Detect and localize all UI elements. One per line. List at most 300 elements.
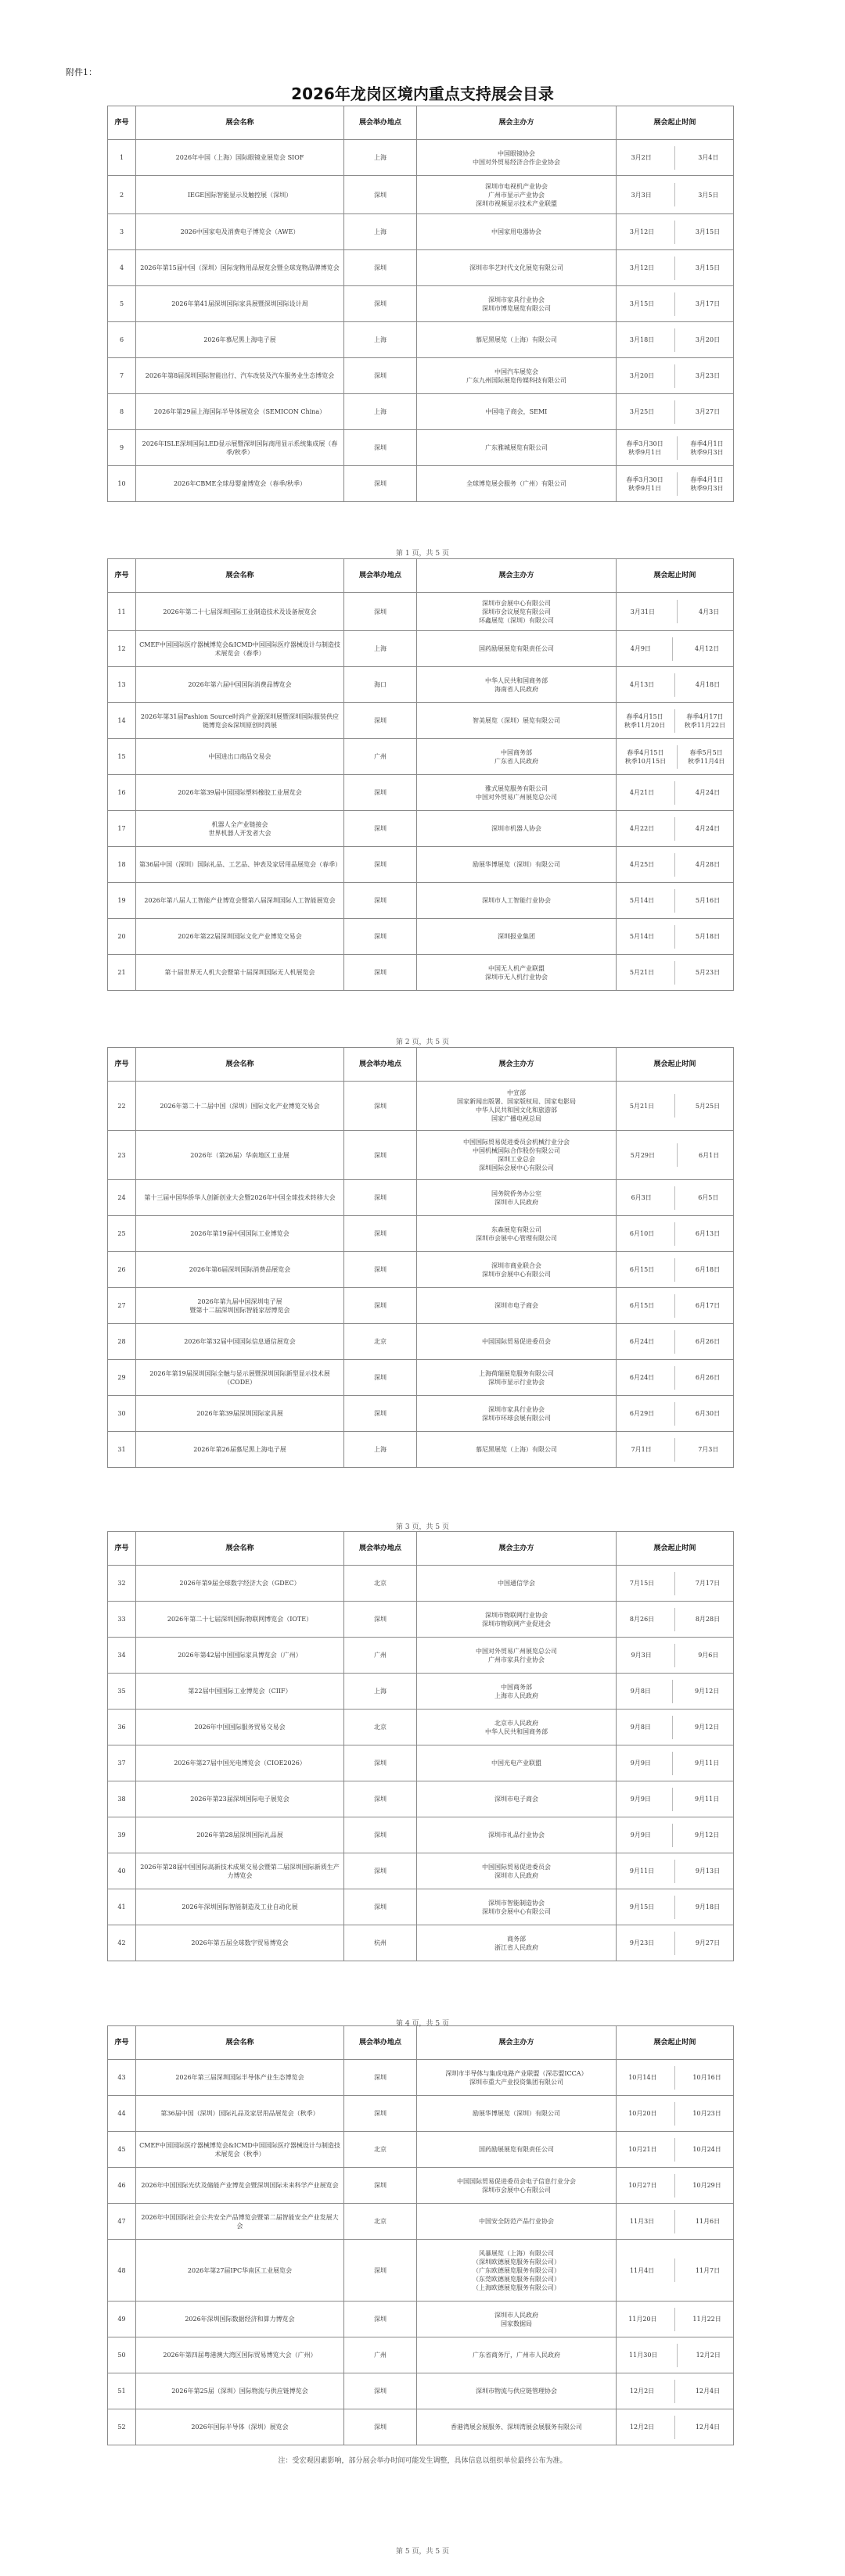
table-row (108, 775, 734, 811)
cell-organizer: 商务部 浙江省人民政府 (417, 1925, 617, 1961)
cell-dates (617, 2240, 734, 2302)
cell-location: 上海 (344, 1432, 417, 1468)
cell-name: 2026年第26届慕尼黑上海电子展 (136, 1432, 344, 1468)
table-header-row (108, 1048, 734, 1082)
date-divider (674, 1572, 675, 1595)
start-date: 10月14日 (628, 2074, 657, 2081)
table-row (108, 2096, 734, 2132)
table-row (108, 593, 734, 631)
table-row (108, 322, 734, 358)
cell-location: 深圳 (344, 2302, 417, 2337)
start-date: 3月12日 (629, 228, 655, 235)
end-date: 9月11日 (694, 1760, 720, 1767)
cell-no: 17 (108, 811, 136, 847)
date-divider (674, 961, 675, 985)
date-divider (674, 709, 675, 733)
cell-organizer: 中国光电产业联盟 (417, 1745, 617, 1781)
cell-dates (617, 176, 734, 214)
cell-name: 2026年中国国际服务贸易交易会 (136, 1710, 344, 1745)
cell-dates (617, 1432, 734, 1468)
cell-location: 深圳 (344, 286, 417, 322)
cell-organizer: 中国家用电器协会 (417, 214, 617, 250)
end-date: 3月20日 (695, 336, 721, 343)
cell-location: 北京 (344, 1566, 417, 1602)
table-row (108, 1288, 734, 1324)
cell-no: 19 (108, 883, 136, 919)
cell-no: 14 (108, 703, 136, 739)
cell-name: 第36届中国（深圳）国际礼品及家居用品展览会（秋季） (136, 2096, 344, 2132)
cell-dates (617, 811, 734, 847)
cell-no: 9 (108, 430, 136, 466)
cell-dates (617, 703, 734, 739)
date-divider (672, 1716, 673, 1739)
page-footer: 第 1 页，共 5 页 (396, 550, 449, 558)
cell-name: 2026年国际半导体（深圳）展览会 (136, 2409, 344, 2445)
start-date: 4月21日 (629, 789, 655, 796)
cell-no: 10 (108, 466, 136, 502)
cell-no: 16 (108, 775, 136, 811)
start-date: 5月14日 (629, 897, 655, 904)
start-date: 6月29日 (629, 1410, 655, 1417)
cell-location: 上海 (344, 631, 417, 667)
cell-dates (617, 430, 734, 466)
cell-no: 36 (108, 1710, 136, 1745)
end-date: 春季4月1日 秋季9月3日 (690, 439, 724, 456)
end-date: 11月7日 (695, 2266, 721, 2274)
cell-no: 34 (108, 1638, 136, 1674)
cell-dates (617, 1288, 734, 1324)
cell-dates (617, 1396, 734, 1432)
cell-no: 15 (108, 739, 136, 775)
end-date: 7月17日 (695, 1580, 721, 1587)
start-date: 5月14日 (629, 933, 655, 940)
cell-organizer: 深圳市物流与供应链管理协会 (417, 2373, 617, 2409)
start-date: 6月3日 (631, 1194, 652, 1201)
date-divider (674, 1094, 675, 1118)
cell-name: 2026年第六届中国国际消费品博览会 (136, 667, 344, 703)
table-row (108, 2204, 734, 2240)
header-name: 展会名称 (136, 2026, 344, 2060)
table-header-row (108, 1532, 734, 1566)
start-date: 10月20日 (628, 2110, 657, 2117)
end-date: 6月26日 (695, 1374, 721, 1381)
cell-location: 上海 (344, 140, 417, 176)
cell-location: 海口 (344, 667, 417, 703)
cell-name: 2026年深圳国际数据经济和算力博览会 (136, 2302, 344, 2337)
cell-name: 2026年第27届中国光电博览会（CIOE2026） (136, 1745, 344, 1781)
cell-dates (617, 593, 734, 631)
cell-dates (617, 1853, 734, 1889)
start-date: 5月21日 (629, 1102, 655, 1110)
table-header-row (108, 559, 734, 593)
end-date: 3月4日 (698, 154, 719, 161)
date-divider (677, 1143, 678, 1167)
end-date: 3月23日 (695, 372, 721, 379)
cell-dates (617, 394, 734, 430)
date-divider (672, 1680, 673, 1703)
cell-dates (617, 250, 734, 286)
cell-location: 深圳 (344, 593, 417, 631)
table-row (108, 1638, 734, 1674)
end-date: 10月16日 (692, 2074, 721, 2081)
cell-organizer: 励展华博展览（深圳）有限公司 (417, 847, 617, 883)
start-date: 9月11日 (629, 1867, 655, 1875)
cell-name: 2026年ISLE深圳国际LED显示展暨深圳国际商用显示系统集成展（春季/秋季） (136, 430, 344, 466)
cell-name: 2026年第28届中国国际高新技术成果交易会暨第二届深圳国际新质生产力博览会 (136, 1853, 344, 1889)
table-row (108, 1745, 734, 1781)
cell-location: 深圳 (344, 811, 417, 847)
cell-location: 深圳 (344, 1360, 417, 1396)
cell-organizer: 中宣部 国家新闻出版署、国家版权局、国家电影局 中华人民共和国文化和旅游部 国家广播电视总局 (417, 1082, 617, 1131)
cell-dates (617, 847, 734, 883)
cell-no: 13 (108, 667, 136, 703)
start-date: 5月29日 (630, 1151, 656, 1159)
cell-location: 深圳 (344, 2096, 417, 2132)
cell-no: 27 (108, 1288, 136, 1324)
end-date: 9月18日 (695, 1903, 721, 1910)
cell-name: 第十三届中国华侨华人创新创业大会暨2026年中国全球技术转移大会 (136, 1180, 344, 1216)
table-row (108, 2337, 734, 2373)
exhibition-table-page-3 (107, 1047, 734, 1468)
date-divider (674, 1222, 675, 1246)
table-row (108, 358, 734, 394)
table-row (108, 1324, 734, 1360)
table-row (108, 919, 734, 955)
start-date: 11月30日 (629, 2352, 658, 2359)
table-row (108, 2302, 734, 2337)
start-date: 3月12日 (629, 264, 655, 271)
cell-name: 2026年第15届中国（深圳）国际宠物用品展览会暨全球宠物品牌博览会 (136, 250, 344, 286)
cell-no: 50 (108, 2337, 136, 2373)
cell-organizer: 国务院侨务办公室 深圳市人民政府 (417, 1180, 617, 1216)
cell-location: 深圳 (344, 1082, 417, 1131)
cell-organizer: 中国安全防范产品行业协会 (417, 2204, 617, 2240)
date-divider (674, 364, 675, 388)
table-row (108, 176, 734, 214)
date-divider (672, 637, 673, 661)
table-row (108, 1925, 734, 1961)
table-row (108, 1566, 734, 1602)
start-date: 9月9日 (630, 1760, 651, 1767)
cell-organizer: 慕尼黑展览（上海）有限公司 (417, 1432, 617, 1468)
start-date: 4月22日 (629, 825, 655, 832)
cell-organizer: 中国商务部 上海市人民政府 (417, 1674, 617, 1710)
date-divider (672, 1824, 673, 1847)
cell-name: 2026年中国国际社会公共安全产品博览会暨第二届智能安全产业发展大会 (136, 2204, 344, 2240)
start-date: 3月31日 (630, 608, 656, 615)
table-row (108, 739, 734, 775)
date-divider (674, 889, 675, 913)
header-organizer: 展会主办方 (417, 2026, 617, 2060)
cell-organizer: 深圳市华艺时代文化展览有限公司 (417, 250, 617, 286)
date-divider (677, 2344, 678, 2367)
cell-dates (617, 1180, 734, 1216)
header-dates: 展会起止时间 (617, 559, 734, 593)
table-row (108, 1252, 734, 1288)
table-row (108, 1889, 734, 1925)
start-date: 3月20日 (629, 372, 655, 379)
header-dates: 展会起止时间 (617, 1532, 734, 1566)
cell-name: 2026年第二十七届深圳国际工业制造技术及设备展览会 (136, 593, 344, 631)
cell-dates (617, 322, 734, 358)
cell-no: 22 (108, 1082, 136, 1131)
start-date: 6月10日 (629, 1230, 655, 1237)
date-divider (677, 600, 678, 623)
table-row (108, 2060, 734, 2096)
table-row (108, 1180, 734, 1216)
cell-name: 2026年中国国际光伏及储能产业博览会暨深圳国际未来科学产业展览会 (136, 2168, 344, 2204)
date-divider (674, 853, 675, 877)
cell-location: 深圳 (344, 1252, 417, 1288)
start-date: 5月21日 (629, 969, 655, 976)
cell-organizer: 深圳市半导体与集成电路产业联盟（深芯盟ICCA） 深圳市重大产业投资集团有限公司 (417, 2060, 617, 2096)
table-row (108, 1674, 734, 1710)
cell-no: 33 (108, 1602, 136, 1638)
cell-organizer: 智美展览（深圳）展览有限公司 (417, 703, 617, 739)
cell-dates (617, 739, 734, 775)
cell-no: 30 (108, 1396, 136, 1432)
cell-dates (617, 1216, 734, 1252)
date-divider (674, 2066, 675, 2090)
cell-dates (617, 1131, 734, 1180)
cell-location: 深圳 (344, 883, 417, 919)
cell-dates (617, 1781, 734, 1817)
cell-name: 2026年第42届中国国际家具博览会（广州） (136, 1638, 344, 1674)
cell-name: 2026年第31届Fashion Source时尚产业源深圳展暨深圳国际服装供应链博览会&深圳原创时尚展 (136, 703, 344, 739)
date-divider (674, 925, 675, 949)
end-date: 9月12日 (694, 1724, 720, 1731)
end-date: 10月23日 (692, 2110, 721, 2117)
exhibition-table-page-5 (107, 2025, 734, 2445)
start-date: 6月15日 (629, 1302, 655, 1309)
cell-name: 2026中国家电及消费电子博览会（AWE） (136, 214, 344, 250)
cell-dates (617, 214, 734, 250)
cell-organizer: 深圳市机器人协会 (417, 811, 617, 847)
cell-location: 北京 (344, 2132, 417, 2168)
cell-organizer: 深圳市商业联合会 深圳市会展中心有限公司 (417, 1252, 617, 1288)
header-no: 序号 (108, 1532, 136, 1566)
cell-no: 46 (108, 2168, 136, 2204)
cell-location: 深圳 (344, 1288, 417, 1324)
cell-organizer: 深圳市智能制造协会 深圳市会展中心有限公司 (417, 1889, 617, 1925)
cell-location: 深圳 (344, 430, 417, 466)
end-date: 9月13日 (695, 1867, 721, 1875)
cell-no: 40 (108, 1853, 136, 1889)
cell-no: 42 (108, 1925, 136, 1961)
cell-location: 深圳 (344, 847, 417, 883)
end-date: 9月6日 (698, 1652, 719, 1659)
cell-organizer: 东森展览有限公司 深圳市会展中心管理有限公司 (417, 1216, 617, 1252)
date-divider (674, 1860, 675, 1883)
header-organizer: 展会主办方 (417, 1532, 617, 1566)
cell-dates (617, 286, 734, 322)
start-date: 春季4月15日 秋季10月15日 (624, 748, 667, 765)
end-date: 3月15日 (695, 264, 721, 271)
start-date: 10月21日 (628, 2146, 657, 2153)
end-date: 11月6日 (695, 2218, 721, 2225)
end-date: 6月17日 (695, 1302, 721, 1309)
end-date: 春季4月17日 秋季11月22日 (684, 712, 726, 729)
table-row (108, 1710, 734, 1745)
start-date: 3月15日 (629, 300, 655, 307)
cell-name: 2026年第19届中国国际工业博览会 (136, 1216, 344, 1252)
cell-dates (617, 919, 734, 955)
header-name: 展会名称 (136, 1532, 344, 1566)
cell-organizer: 中国对外贸易广州展览总公司 广州市家具行业协会 (417, 1638, 617, 1674)
table-row (108, 667, 734, 703)
cell-organizer: 国药励展展览有限责任公司 (417, 631, 617, 667)
cell-organizer: 中国通信学会 (417, 1566, 617, 1602)
cell-no: 7 (108, 358, 136, 394)
start-date: 3月18日 (629, 336, 655, 343)
cell-no: 35 (108, 1674, 136, 1710)
end-date: 6月26日 (695, 1338, 721, 1345)
table-row (108, 140, 734, 176)
cell-dates (617, 883, 734, 919)
cell-location: 广州 (344, 1638, 417, 1674)
date-divider (674, 292, 675, 316)
start-date: 3月2日 (631, 154, 652, 161)
date-divider (674, 2258, 675, 2282)
cell-no: 24 (108, 1180, 136, 1216)
end-date: 10月29日 (692, 2182, 721, 2189)
cell-name: 2026年慕尼黑上海电子展 (136, 322, 344, 358)
table-row (108, 2373, 734, 2409)
end-date: 5月16日 (695, 897, 721, 904)
cell-location: 北京 (344, 1710, 417, 1745)
cell-organizer: 慕尼黑展览（上海）有限公司 (417, 322, 617, 358)
table-row (108, 2132, 734, 2168)
date-divider (674, 400, 675, 424)
cell-organizer: 中国汽车展览会 广东九州国际展览传媒科技有限公司 (417, 358, 617, 394)
cell-dates (617, 2132, 734, 2168)
cell-no: 32 (108, 1566, 136, 1602)
start-date: 9月23日 (629, 1939, 655, 1946)
cell-location: 深圳 (344, 703, 417, 739)
cell-name: 2026年第41届深圳国际家具展暨深圳国际设计周 (136, 286, 344, 322)
cell-organizer: 中国无人机产业联盟 深圳市无人机行业协会 (417, 955, 617, 991)
cell-organizer: 励展华博展览（深圳）有限公司 (417, 2096, 617, 2132)
cell-name: 2026年第28届深圳国际礼品展 (136, 1817, 344, 1853)
cell-organizer: 中国国际贸易促进委员会机械行业分会 中国机械国际合作股份有限公司 深圳工业总会 深圳国际会展中心有限公司 (417, 1131, 617, 1180)
end-date: 4月12日 (694, 645, 720, 652)
date-divider (674, 2210, 675, 2233)
cell-location: 深圳 (344, 919, 417, 955)
end-date: 6月13日 (695, 1230, 721, 1237)
cell-name: 2026年第九届中国深圳电子展 暨第十二届深圳国际智能家居博览会 (136, 1288, 344, 1324)
end-date: 7月3日 (698, 1446, 719, 1453)
cell-location: 上海 (344, 394, 417, 430)
cell-location: 深圳 (344, 1781, 417, 1817)
cell-name: 2026年第6届深圳国际消费品展览会 (136, 1252, 344, 1288)
cell-organizer: 中国国际贸易促进委员会电子信息行业分会 深圳市会展中心有限公司 (417, 2168, 617, 2204)
header-location: 展会举办地点 (344, 559, 417, 593)
cell-organizer: 深圳市家具行业协会 深圳市博览展览有限公司 (417, 286, 617, 322)
cell-organizer: 中国国际贸易促进委员会 深圳市人民政府 (417, 1853, 617, 1889)
cell-name: 第22届中国国际工业博览会（CIIF） (136, 1674, 344, 1710)
table-row (108, 1602, 734, 1638)
cell-organizer: 深圳市电子商会 (417, 1288, 617, 1324)
cell-location: 深圳 (344, 2409, 417, 2445)
table-row (108, 286, 734, 322)
cell-organizer: 深圳市电子商会 (417, 1781, 617, 1817)
cell-dates (617, 1360, 734, 1396)
start-date: 9月8日 (630, 1688, 651, 1695)
cell-name: 2026年第四届粤港澳大湾区国际贸易博览大会（广州） (136, 2337, 344, 2373)
end-date: 4月18日 (695, 681, 721, 688)
cell-name: 2026年深圳国际智能制造及工业自动化展 (136, 1889, 344, 1925)
cell-name: CMEF中国国际医疗器械博览会&ICMD中国国际医疗器械设计与制造技术展览会（秋季） (136, 2132, 344, 2168)
header-no: 序号 (108, 2026, 136, 2060)
start-date: 3月25日 (629, 408, 655, 415)
table-row (108, 1817, 734, 1853)
cell-organizer: 深圳市人工智能行业协会 (417, 883, 617, 919)
cell-location: 深圳 (344, 1131, 417, 1180)
cell-location: 深圳 (344, 2240, 417, 2302)
cell-location: 杭州 (344, 1925, 417, 1961)
exhibition-table-page-4 (107, 1531, 734, 1961)
cell-organizer: 深圳市礼品行业协会 (417, 1817, 617, 1853)
date-divider (674, 1932, 675, 1955)
cell-name: 2026年第9届全球数字经济大会（GDEC） (136, 1566, 344, 1602)
cell-location: 深圳 (344, 1889, 417, 1925)
cell-no: 1 (108, 140, 136, 176)
cell-name: 2026年第二十二届中国（深圳）国际文化产业博览交易会 (136, 1082, 344, 1131)
cell-name: 2026年第32届中国国际信息通信展览会 (136, 1324, 344, 1360)
header-organizer: 展会主办方 (417, 559, 617, 593)
cell-name: 2026年中国（上海）国际眼镜业展览会 SIOF (136, 140, 344, 176)
end-date: 5月25日 (695, 1102, 721, 1110)
header-location: 展会举办地点 (344, 1532, 417, 1566)
footnote: 注：受宏观因素影响，部分展会举办时间可能发生调整，具体信息以组织单位最终公布为准。 (278, 2457, 567, 2465)
cell-no: 6 (108, 322, 136, 358)
date-divider (674, 2102, 675, 2126)
cell-dates (617, 1324, 734, 1360)
cell-organizer: 上海荷瑞展览服务有限公司 深圳市显示行业协会 (417, 1360, 617, 1396)
date-divider (674, 1438, 675, 1462)
date-divider (672, 1788, 673, 1811)
cell-name: 第36届中国（深圳）国际礼品、工艺品、钟表及家居用品展览会（春季） (136, 847, 344, 883)
start-date: 9月9日 (630, 1832, 651, 1839)
cell-name: IEGE国际智能显示及触控展（深圳） (136, 176, 344, 214)
table-row (108, 2240, 734, 2302)
cell-location: 深圳 (344, 775, 417, 811)
table-row (108, 466, 734, 502)
cell-dates (617, 466, 734, 502)
page-title: 2026年龙岗区境内重点支持展会目录 (291, 84, 554, 103)
page-footer: 第 3 页，共 5 页 (396, 1523, 449, 1531)
cell-name: 2026年第39届中国国际塑料橡胶工业展览会 (136, 775, 344, 811)
table-row (108, 955, 734, 991)
table-row (108, 1853, 734, 1889)
end-date: 3月15日 (695, 228, 721, 235)
cell-dates (617, 1710, 734, 1745)
table-row (108, 1131, 734, 1180)
cell-name: 2026年第五届全球数字贸易博览会 (136, 1925, 344, 1961)
cell-location: 广州 (344, 2337, 417, 2373)
header-location: 展会举办地点 (344, 1048, 417, 1082)
end-date: 春季5月5日 秋季11月4日 (687, 748, 725, 765)
start-date: 7月1日 (631, 1446, 652, 1453)
start-date: 12月2日 (629, 2388, 655, 2395)
header-no: 序号 (108, 559, 136, 593)
date-divider (672, 1752, 673, 1775)
cell-dates (617, 2096, 734, 2132)
cell-organizer: 雅式展览服务有限公司 中国对外贸易广州展览总公司 (417, 775, 617, 811)
cell-name: 2026年第19届深圳国际全触与显示展暨深圳国际新型显示技术展（CODE） (136, 1360, 344, 1396)
cell-no: 51 (108, 2373, 136, 2409)
end-date: 3月5日 (698, 191, 719, 199)
